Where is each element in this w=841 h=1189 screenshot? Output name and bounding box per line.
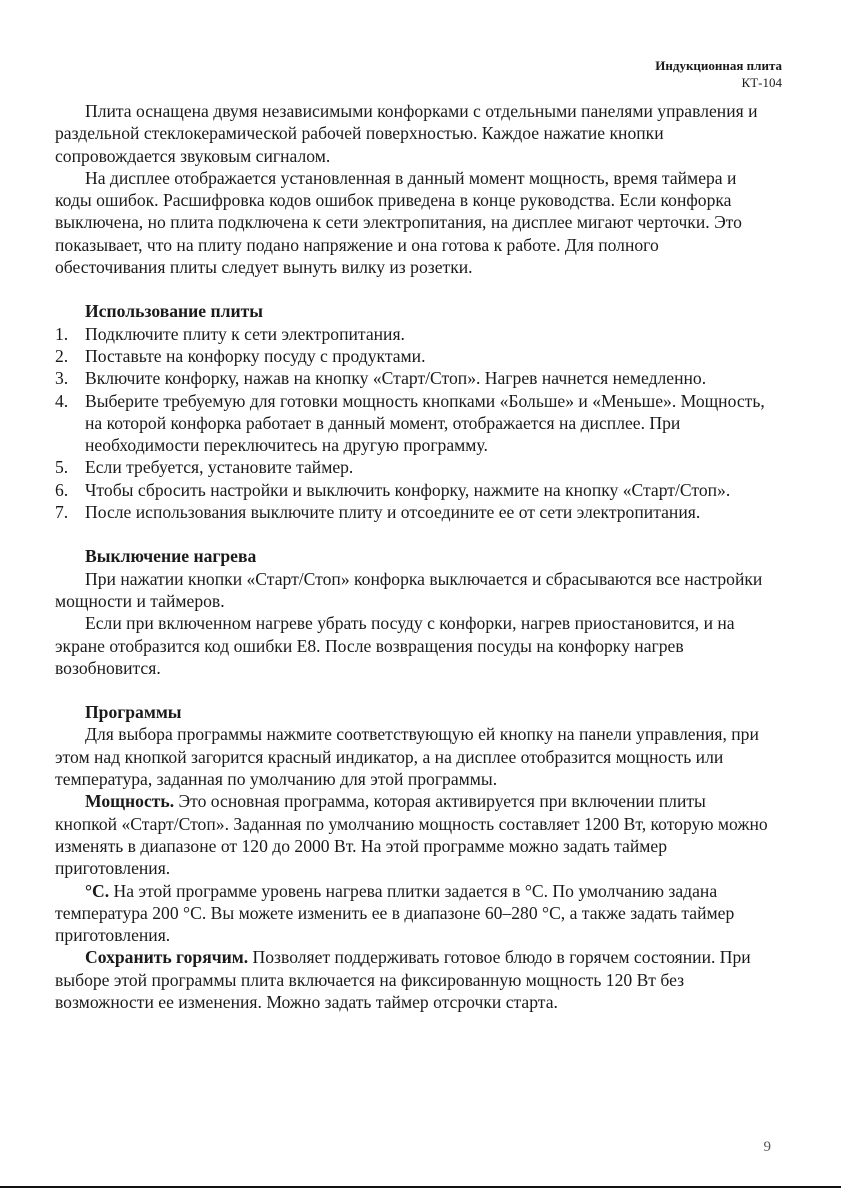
step-text: Чтобы сбросить настройки и выключить конфорку, нажмите на кнопку «Старт/Стоп». [85,479,731,500]
section-spacer [55,278,771,300]
program-keep-warm [55,946,771,1013]
step-text: После использования выключите плиту и отсоедините ее от сети электропитания. [85,502,701,523]
program-power [55,790,771,879]
program-name: Сохранить горячим. [85,947,249,968]
list-item [55,456,771,478]
heating-off-paragraph-1: При нажатии кнопки «Старт/Стоп» конфорка выключается и сбрасываются все настройки мощности и таймеров. [55,568,763,611]
intro-paragraph-2: На дисплее отображается установленная в данный момент мощность, время таймера и коды ошибок. Расшифровка кодов ошибок приведена в конце руководства. Если конфорка выключена, но плита подключена к сети электропитания, на дисплее мигают черточки. Это показывает, что на плиту подано напряжение и она готова к работе. Для полного обесточивания плиты следует вынуть вилку из розетки. [55,167,742,278]
bottom-divider [0,1186,841,1188]
step-number: 1. [55,323,69,344]
program-temperature [55,880,771,947]
page-content [55,100,771,1013]
program-name: Мощность. [85,791,175,812]
step-text: Если требуется, установите таймер. [85,457,354,478]
heating-off-heading: Выключение нагрева [85,546,257,567]
step-number: 3. [55,368,69,389]
list-item [55,390,771,457]
programs-heading: Программы [85,702,182,723]
usage-steps-list [55,323,771,524]
step-number: 6. [55,479,69,500]
usage-heading: Использование плиты [85,301,263,322]
header-model: КТ-104 [741,75,782,90]
program-description: На этой программе уровень нагрева плитки задается в °С. По умолчанию задана температура 200 °С. Вы можете изменить ее в диапазоне 60–280 °С, а также задать таймер приготовления. [55,880,735,946]
page-number: 9 [763,1139,771,1155]
program-name: °C. [85,880,110,901]
list-item [55,345,771,367]
section-spacer [55,523,771,545]
step-number: 2. [55,345,69,366]
step-number: 4. [55,390,69,411]
list-item [55,501,771,523]
list-item [55,479,771,501]
intro-paragraph-1: Плита оснащена двумя независимыми конфорками с отдельными панелями управления и раздельной стеклокерамической рабочей поверхностью. Каждое нажатие кнопки сопровождается звуковым сигналом. [55,101,758,166]
heating-off-paragraph-2: Если при включенном нагреве убрать посуду с конфорки, нагрев приостановится, и на экране отобразится код ошибки Е8. После возвращения посуды на конфорку нагрев возобновится. [55,613,735,678]
section-spacer [55,679,771,701]
step-text: Подключите плиту к сети электропитания. [85,323,405,344]
step-text: Включите конфорку, нажав на кнопку «Старт/Стоп». Нагрев начнется немедленно. [85,368,707,389]
list-item [55,323,771,345]
header-product-title: Индукционная плита [655,58,782,73]
step-text: Выберите требуемую для готовки мощность кнопками «Больше» и «Меньше». Мощность, на которой конфорка работает в данный момент, отображается на дисплее. При необходимости переключитесь на другую программу. [85,390,765,456]
step-number: 7. [55,502,69,523]
running-header [655,57,782,91]
programs-intro: Для выбора программы нажмите соответствующую ей кнопку на панели управления, при этом над кнопкой загорится красный индикатор, а на дисплее отобразится мощность или температура, заданная по умолчанию для этой программы. [55,724,759,790]
program-description: Позволяет поддерживать готовое блюдо в горячем состоянии. При выборе этой программы плита включается на фиксированную мощность 120 Вт без возможности ее изменения. Можно задать таймер отсрочки старта. [55,947,751,1012]
program-description: Это основная программа, которая активируется при включении плиты кнопкой «Старт/Стоп». Заданная по умолчанию мощность составляет 1200 Вт, которую можно изменять в диапазоне от 120 до 2000 Вт. На этой программе можно задать таймер приготовления. [55,791,768,879]
list-item [55,367,771,389]
step-number: 5. [55,457,69,478]
step-text: Поставьте на конфорку посуду с продуктами. [85,345,426,366]
